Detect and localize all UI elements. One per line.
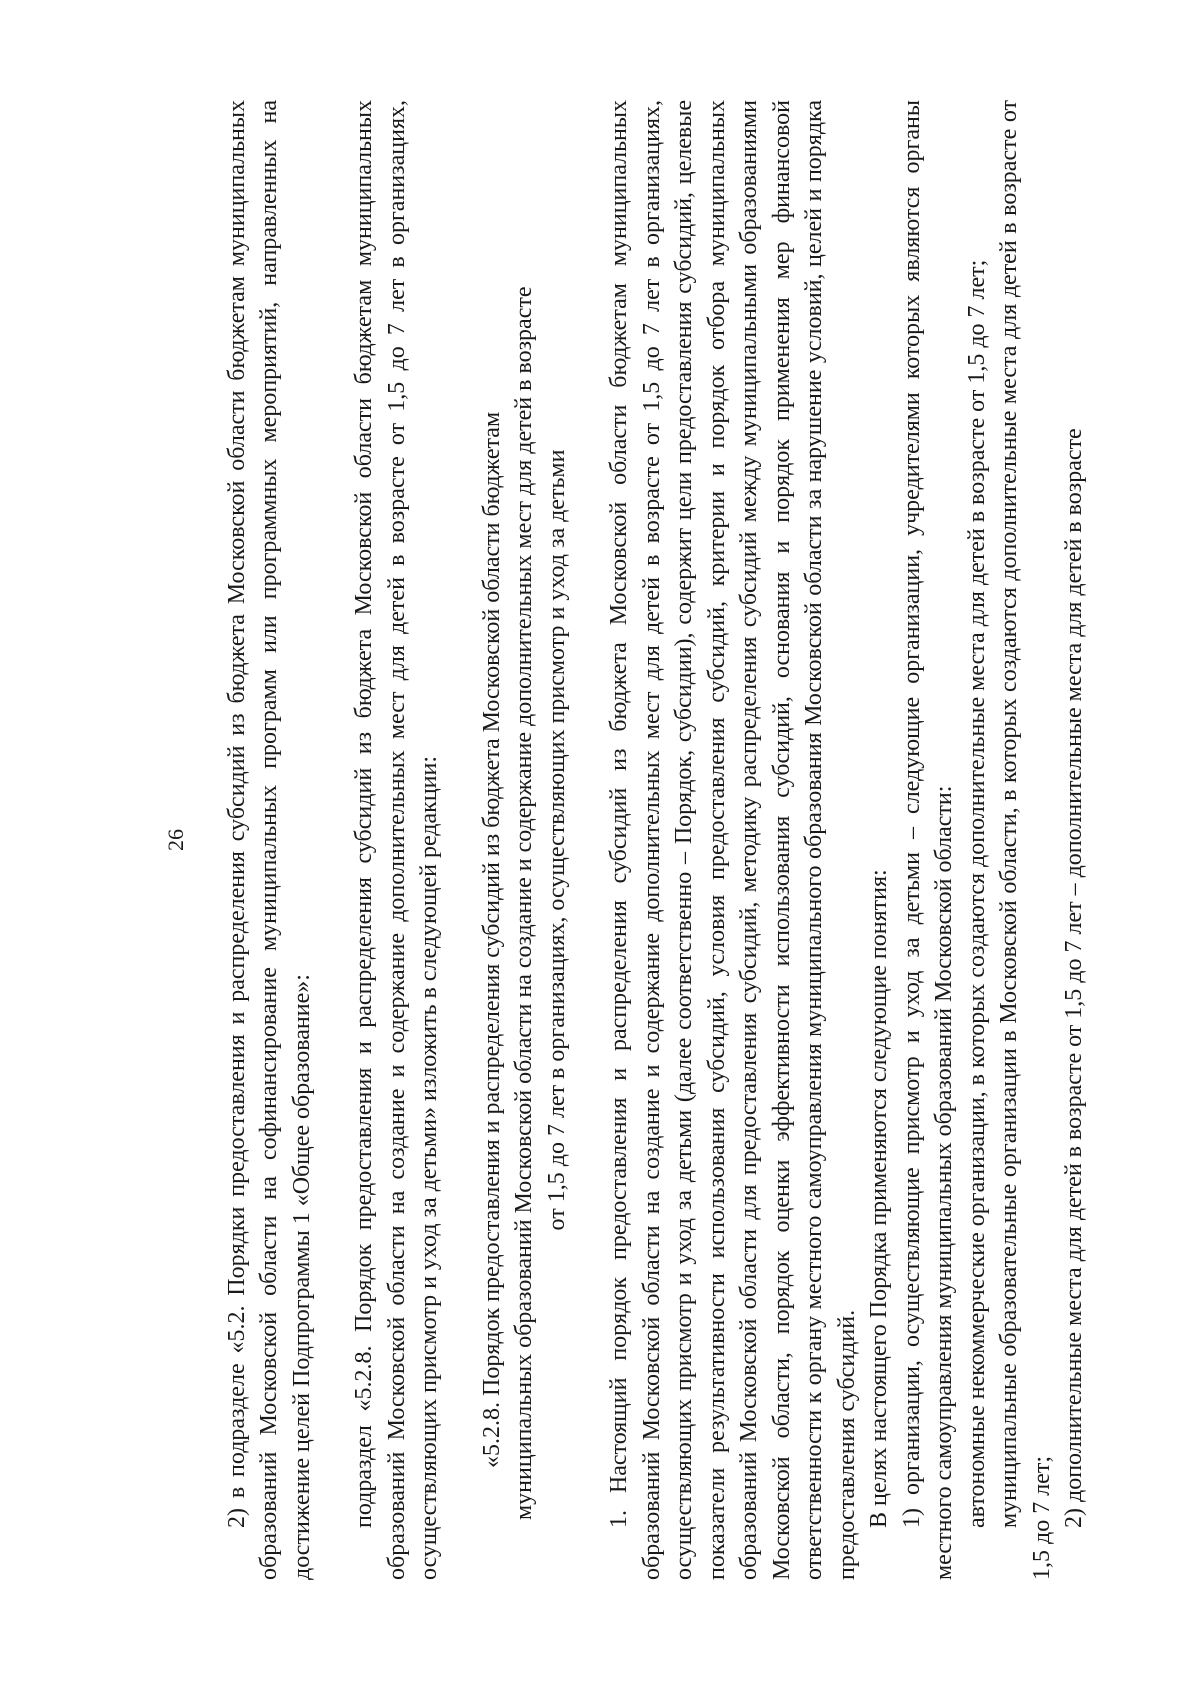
paragraph-definition-1: 1) организации, осуществляющие присмотр и уход за детьми – следующие организации, учредителями которых являются органы местного самоуправления муниципальных образований Московской области:	[898, 100, 957, 1580]
paragraph-definition-1b: муниципальные образовательные организации в Московской области, в которых создаются дополнительные места для детей в возрасте от 1,5 до 7 лет;	[996, 100, 1055, 1580]
paragraph-definition-1a: автономные некоммерческие организации, в которых создаются дополнительные места для детей в возрасте от 1,5 до 7 лет;	[963, 259, 990, 1528]
spacer	[446, 100, 476, 1580]
page-number: 26	[163, 829, 188, 851]
heading-line-1: «5.2.8. Порядок предоставления и распределения субсидий из бюджета Московской области бюджетам	[478, 411, 505, 1468]
paragraph-subsection-528: подраздел «5.2.8. Порядок предоставления и распределения субсидий из бюджета Московской области бюджетам муниципальных образований Московской области на создание и содержание дополнительных мест для детей в возрасте от 1,5 до 7 лет в организациях, осуществляющих присмотр и уход за детьми» изложить в следующей редакции:	[351, 100, 442, 1580]
heading-line-3: от 1,5 до 7 лет в организациях, осуществляющих присмотр и уход за детьми	[543, 449, 570, 1231]
spacer	[573, 100, 603, 1580]
paragraph-subsection-intro: 2) в подразделе «5.2. Порядки предоставления и распределения субсидий из бюджета Московской области бюджетам муниципальных образований Московской области на софинансирование муниципальных программ или программных мероприятий, направленных на достижение целей Подпрограммы 1 «Общее образование»:	[223, 100, 315, 1580]
section-heading	[476, 100, 574, 1580]
spacer	[318, 100, 348, 1580]
rotated-content	[160, 100, 1087, 1580]
paragraph-definitions-intro: В целях настоящего Порядка применяются следующие понятия:	[866, 869, 892, 1528]
heading-line-2: муниципальных образований Московской области на создание и содержание дополнительных мест для детей в возрасте	[511, 286, 537, 1520]
paragraph-clause-1: 1. Настоящий порядок предоставления и распределения субсидий из бюджета Московской области бюджетам муниципальных образований Московской области на создание и содержание дополнительных мест для детей в возрасте от 1,5 до 7 лет в организациях, осуществляющих присмотр и уход за детьми (далее соответственно – Порядок, субсидии), содержит цели предоставления субсидий, целевые показатели результативности использования субсидий, условия предоставления субсидий, критерии и порядок отбора муниципальных образований Московской области для предоставления субсидий, методику распределения субсидий между муниципальными образованиями Московской области, порядок оценки эффективности использования субсидий, основания и порядок применения мер финансовой ответственности к органу местного самоуправления муниципального образования Московской области за нарушение условий, целей и порядка предоставления субсидий.	[606, 100, 860, 1580]
paragraph-definition-2: 2) дополнительные места для детей в возрасте от 1,5 до 7 лет – дополнительные места для детей в возрасте	[1061, 428, 1087, 1528]
